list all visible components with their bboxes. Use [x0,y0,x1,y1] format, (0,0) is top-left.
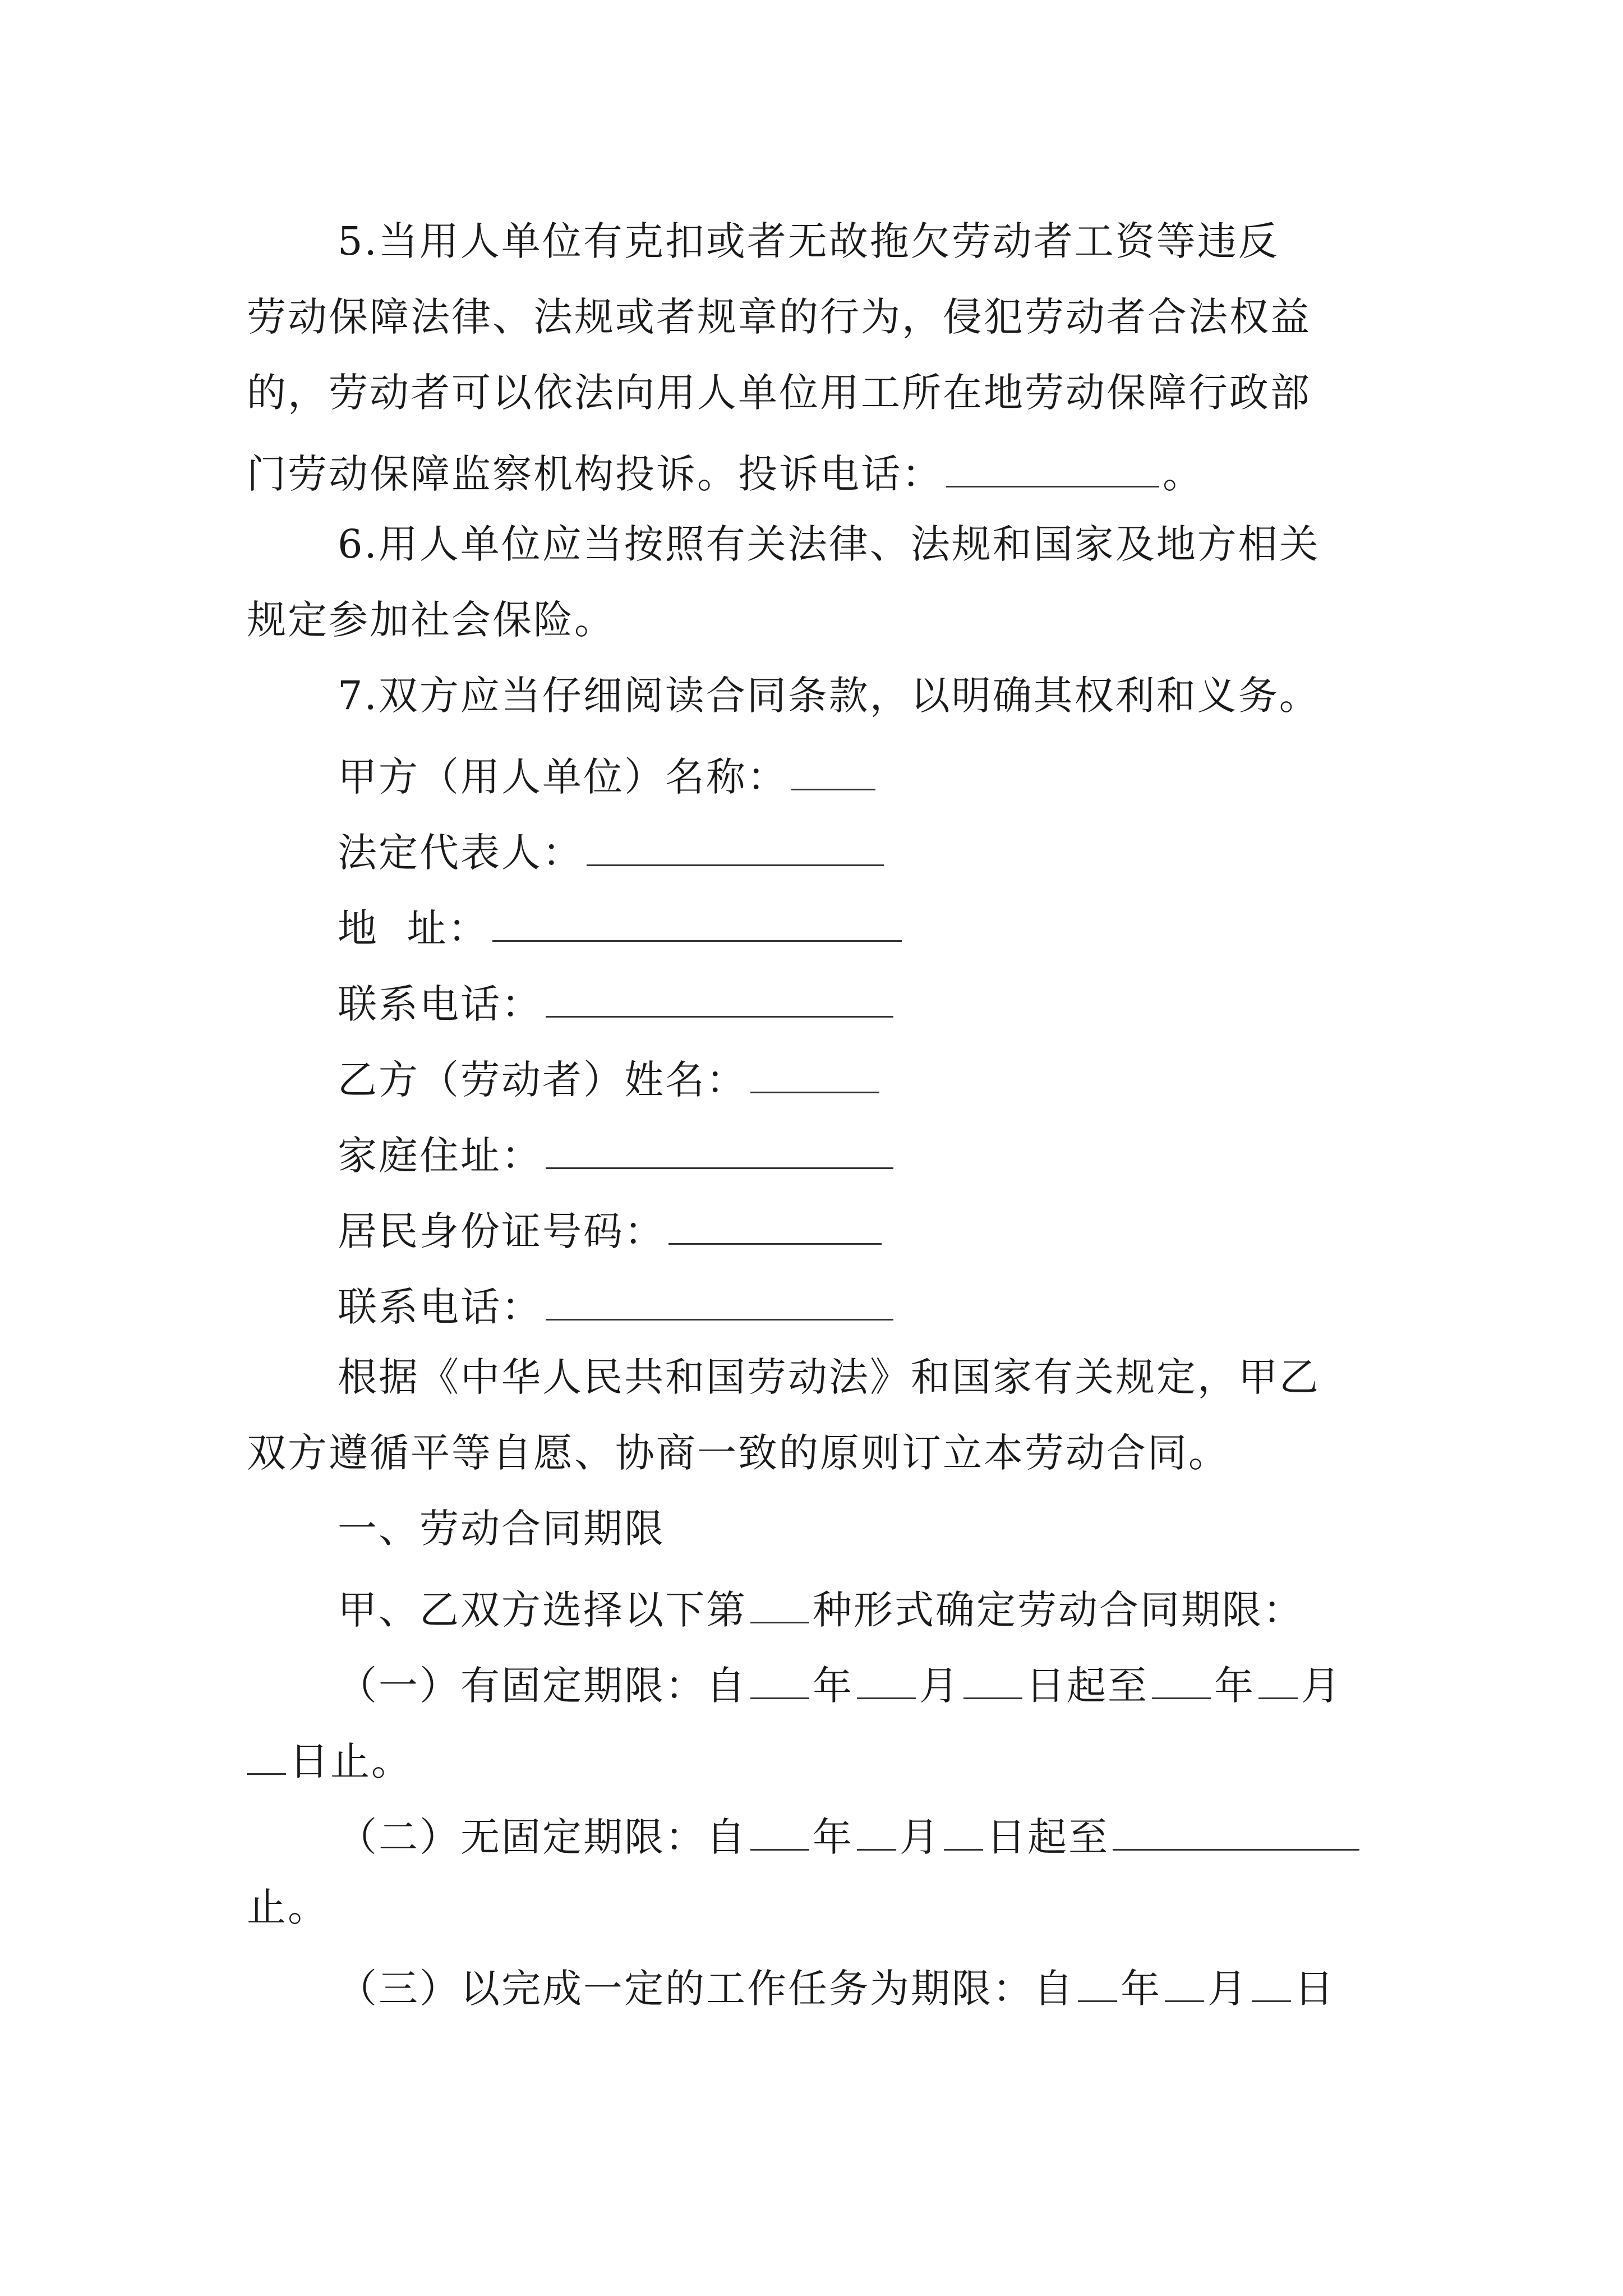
basis-line-2 [247,1430,1229,1476]
clause-7 [338,673,1320,719]
text: 规定参加社会保险。 [247,597,615,643]
clause-6-line-2 [247,597,615,643]
text: 7.双方应当仔细阅读合同条款，以明确其权利和义务。 [338,673,1320,719]
complaint-label: 门劳动保障监察机构投诉。投诉电话： [247,451,943,497]
field-label: 地 址： [338,905,489,951]
open-end-blank[interactable] [1113,1812,1359,1851]
party-b-name-blank[interactable] [750,1055,879,1093]
text: 年 [813,1814,854,1860]
clause-5-line-1 [338,218,1279,264]
party-b-id-field [338,1206,885,1254]
end-day-blank[interactable] [247,1736,286,1775]
party-b-name-field [338,1055,883,1103]
field-label: 联系电话： [338,981,542,1027]
end-month-blank[interactable] [1258,1660,1298,1699]
start-month-blank[interactable] [857,1660,916,1699]
party-b-phone-field [338,1282,897,1330]
text: 日起至 [1026,1663,1149,1709]
open-start-day-blank[interactable] [944,1812,983,1851]
fixed-term-line-1 [338,1660,1342,1709]
start-day-blank[interactable] [963,1660,1022,1699]
text: （一）有固定期限：自 [338,1663,747,1709]
field-label: 居民身份证号码： [338,1208,665,1254]
section-1-heading [338,1506,665,1552]
text: （二）无固定期限：自 [338,1814,747,1860]
text: 止。 [247,1884,329,1930]
clause-5-line-2 [247,294,1311,340]
party-b-phone-blank[interactable] [546,1282,893,1320]
text: 根据《中华人民共和国劳动法》和国家有关规定，甲乙 [338,1354,1320,1400]
field-label: 联系电话： [338,1284,542,1330]
field-label: 乙方（劳动者）姓名： [338,1057,747,1103]
field-label: 家庭住址： [338,1133,542,1179]
term-choice-blank[interactable] [750,1585,809,1623]
text: 月 [1301,1663,1342,1709]
party-a-name-blank[interactable] [791,752,875,790]
basis-line-1 [338,1354,1320,1400]
party-a-address-field [338,903,905,951]
open-start-month-blank[interactable] [857,1812,896,1851]
party-b-address-field [338,1130,897,1179]
clause-6-line-1 [338,521,1320,567]
clause-5-line-4 [247,449,1204,497]
complaint-phone-blank[interactable] [946,449,1159,487]
text: 双方遵循平等自愿、协商一致的原则订立本劳动合同。 [247,1430,1229,1476]
party-b-id-blank[interactable] [668,1206,882,1245]
text: 日 [1294,1966,1335,2012]
start-year-blank[interactable] [750,1660,809,1699]
open-term-line-1 [338,1812,1363,1860]
end-year-blank[interactable] [1152,1660,1211,1699]
text: 年 [1214,1663,1255,1709]
text: 月 [1207,1966,1248,2012]
party-a-rep-field [338,827,887,876]
text: 。 [1163,451,1204,497]
task-term-line-1 [338,1963,1335,2012]
party-a-name-field [338,752,879,800]
text: 的，劳动者可以依法向用人单位用工所在地劳动保障行政部 [247,370,1311,416]
text: 日止。 [289,1738,412,1784]
text: 甲、乙双方选择以下第 [338,1587,747,1633]
party-a-phone-field [338,979,897,1027]
text: （三）以完成一定的工作任务为期限：自 [338,1966,1075,2012]
party-b-address-blank[interactable] [546,1130,893,1169]
text: 劳动保障法律、法规或者规章的行为，侵犯劳动者合法权益 [247,294,1311,340]
text: 5.当用人单位有克扣或者无故拖欠劳动者工资等违反 [338,218,1279,264]
term-choice-line [338,1585,1304,1633]
text: 6.用人单位应当按照有关法律、法规和国家及地方相关 [338,521,1320,567]
task-start-year-blank[interactable] [1078,1963,1117,2002]
text: 月 [919,1663,960,1709]
party-a-phone-blank[interactable] [546,979,893,1018]
text: 月 [900,1814,940,1860]
task-start-month-blank[interactable] [1165,1963,1204,2002]
text: 日起至 [986,1814,1109,1860]
open-start-year-blank[interactable] [750,1812,809,1851]
task-start-day-blank[interactable] [1252,1963,1291,2002]
party-a-address-blank[interactable] [492,903,902,942]
field-label: 法定代表人： [338,830,583,876]
open-term-line-2 [247,1884,329,1930]
text: 种形式确定劳动合同期限： [813,1587,1304,1633]
fixed-term-line-2 [247,1736,412,1784]
field-label: 甲方（用人单位）名称： [338,754,788,800]
clause-5-line-3 [247,370,1311,416]
text: 一、劳动合同期限 [338,1506,665,1552]
text: 年 [813,1663,854,1709]
party-a-rep-blank[interactable] [587,827,884,866]
text: 年 [1121,1966,1161,2012]
